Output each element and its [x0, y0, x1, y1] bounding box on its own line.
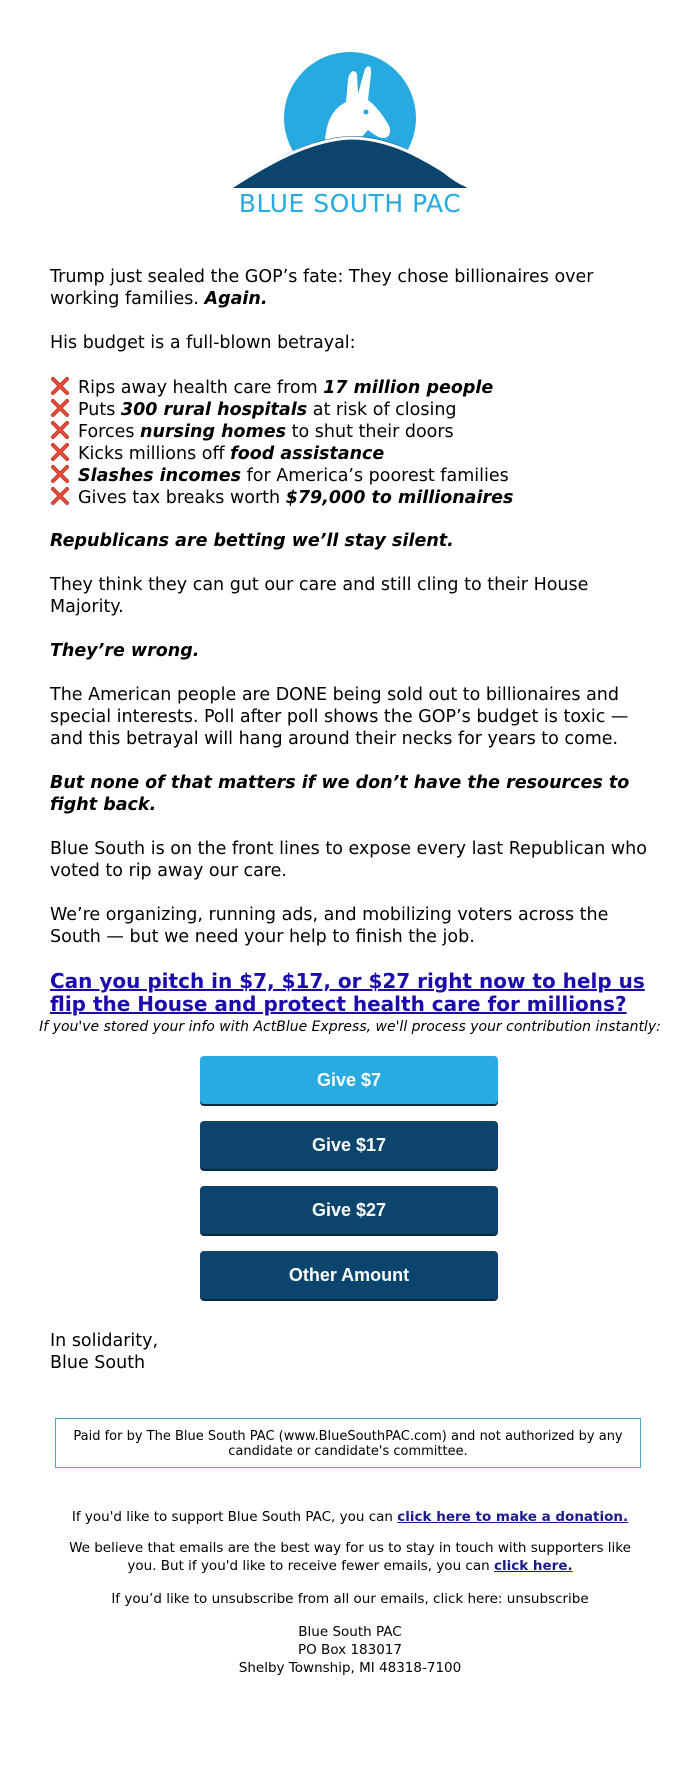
other-amount-button[interactable]: Other Amount: [200, 1251, 498, 1299]
list-item: Rips away health care from 17 million people: [50, 376, 648, 398]
republicans-betting: Republicans are betting we’ll stay silent.: [50, 531, 454, 551]
intro-paragraph: [50, 266, 648, 310]
signoff-line: In solidarity,: [50, 1331, 159, 1351]
betrayal-list: [50, 376, 648, 508]
donkey-logo-icon: [230, 50, 470, 190]
intro-text: Trump just sealed the GOP’s fate: They chose billionaires over working families.: [50, 267, 594, 309]
red-x-icon: [50, 398, 70, 418]
address-line: Blue South PAC: [298, 1624, 402, 1640]
red-x-icon: [50, 442, 70, 462]
organizing-paragraph: We’re organizing, running ads, and mobilizing voters across the South — but we need your help to finish the job.: [50, 905, 609, 947]
paid-for-disclaimer: Paid for by The Blue South PAC (www.BlueSouthPAC.com) and not authorized by any candidate or candidate's committee.: [55, 1418, 641, 1468]
fewer-emails-link[interactable]: click here.: [493, 1558, 573, 1574]
list-item: Gives tax breaks worth $79,000 to millionaires: [50, 486, 648, 508]
american-people-paragraph: The American people are DONE being sold out to billionaires and special interests. Poll after poll shows the GOP’s budget is toxic — and this betrayal will hang around their necks for years to come.: [50, 685, 629, 749]
resources-paragraph: But none of that matters if we don’t have the resources to fight back.: [50, 773, 630, 815]
front-lines-paragraph: Blue South is on the front lines to expose every last Republican who voted to rip away our care.: [50, 839, 647, 881]
give-27-button[interactable]: Give $27: [200, 1186, 498, 1234]
red-x-icon: [50, 486, 70, 506]
red-x-icon: [50, 464, 70, 484]
list-item: Puts 300 rural hospitals at risk of closing: [50, 398, 648, 420]
list-item: Kicks millions off food assistance: [50, 442, 648, 464]
gut-care-paragraph: They think they can gut our care and still cling to their House Majority.: [50, 575, 589, 617]
red-x-icon: [50, 376, 70, 396]
address-line: Shelby Township, MI 48318-7100: [238, 1660, 462, 1676]
intro-emphasis: Again.: [204, 289, 268, 309]
support-line: If you'd like to support Blue South PAC, you can click here to make a donation.: [71, 1509, 629, 1525]
unsubscribe-line: If you’d like to unsubscribe from all our emails, click here: unsubscribe: [111, 1591, 589, 1607]
make-donation-link[interactable]: click here to make a donation.: [397, 1509, 629, 1525]
budget-paragraph: His budget is a full-blown betrayal:: [50, 333, 356, 353]
donation-ask-link[interactable]: Can you pitch in $7, $17, or $27 right now to help us flip the House and protect health care for millions?: [50, 969, 645, 1016]
unsubscribe-link[interactable]: unsubscribe: [506, 1591, 589, 1607]
blue-south-pac-logo: [230, 50, 470, 230]
give-17-button[interactable]: Give $17: [200, 1121, 498, 1169]
signoff-signature: Blue South: [50, 1353, 146, 1373]
red-x-icon: [50, 420, 70, 440]
list-item: Slashes incomes for America’s poorest families: [50, 464, 648, 486]
actblue-express-note: If you've stored your info with ActBlue Express, we'll process your contribution instantly:: [39, 1019, 661, 1035]
list-item: Forces nursing homes to shut their doors: [50, 420, 648, 442]
mailing-address: [60, 1623, 640, 1677]
logo-wordmark: BLUE SOUTH PAC: [238, 189, 462, 218]
signoff: [50, 1330, 158, 1374]
give-7-button[interactable]: Give $7: [200, 1056, 498, 1104]
theyre-wrong: They’re wrong.: [50, 641, 200, 661]
fewer-emails-line: We believe that emails are the best way for us to stay in touch with supporters like you. But if you'd like to receive fewer emails, you can click here.: [69, 1540, 631, 1574]
email-body: [50, 266, 648, 1046]
address-line: PO Box 183017: [298, 1642, 402, 1658]
